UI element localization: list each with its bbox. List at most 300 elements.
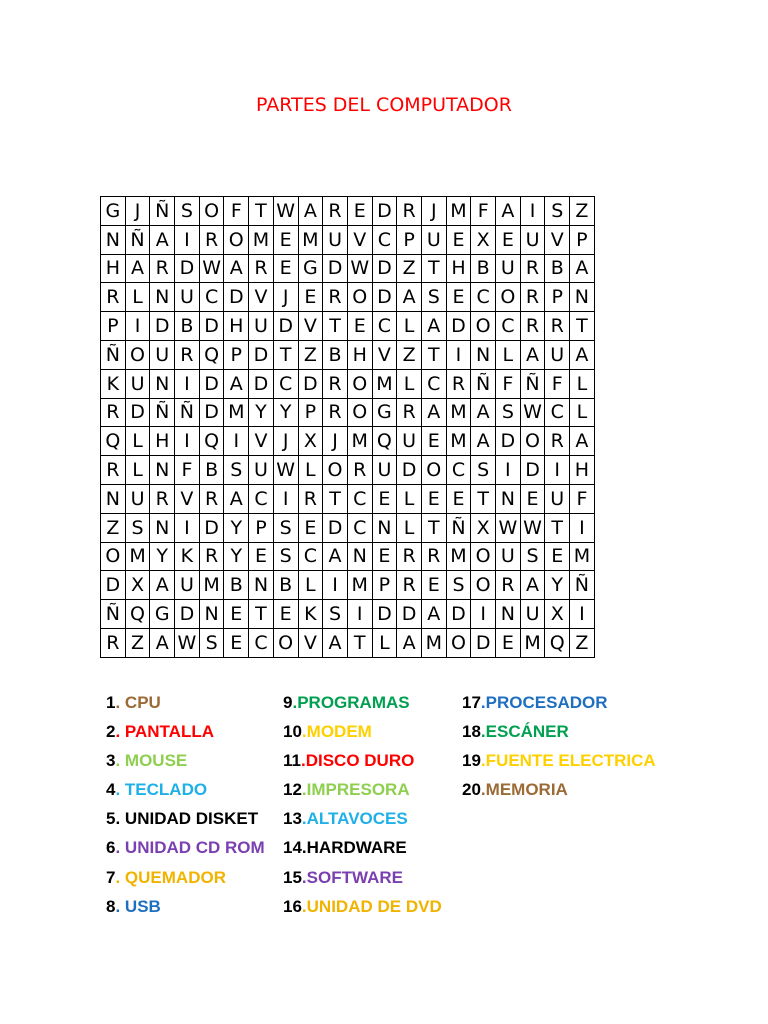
grid-cell: B bbox=[471, 254, 496, 283]
grid-cell: L bbox=[570, 369, 595, 398]
item-number: 12 bbox=[283, 780, 302, 800]
grid-cell: Q bbox=[101, 427, 126, 456]
grid-row bbox=[101, 484, 595, 513]
grid-cell: D bbox=[273, 312, 298, 341]
grid-cell: I bbox=[125, 312, 150, 341]
item-word: UNIDAD DE DVD bbox=[306, 896, 442, 916]
grid-cell: M bbox=[372, 369, 397, 398]
grid-cell: N bbox=[347, 542, 372, 571]
item-separator: . bbox=[115, 751, 125, 771]
grid-cell: E bbox=[273, 225, 298, 254]
grid-cell: M bbox=[199, 571, 224, 600]
word-list-item bbox=[283, 892, 442, 921]
grid-cell: Q bbox=[372, 427, 397, 456]
grid-cell: Ñ bbox=[125, 225, 150, 254]
grid-cell: Ñ bbox=[471, 369, 496, 398]
grid-cell: I bbox=[175, 513, 200, 542]
grid-cell: I bbox=[446, 340, 471, 369]
grid-cell: U bbox=[175, 571, 200, 600]
grid-cell: G bbox=[298, 254, 323, 283]
grid-cell: R bbox=[520, 254, 545, 283]
item-word: CPU bbox=[124, 693, 161, 712]
item-separator: . bbox=[115, 780, 125, 800]
grid-cell: D bbox=[471, 628, 496, 657]
grid-cell: U bbox=[496, 542, 521, 571]
grid-cell: V bbox=[298, 628, 323, 657]
item-number: 16 bbox=[283, 896, 302, 916]
grid-cell: R bbox=[323, 369, 348, 398]
item-separator: . bbox=[115, 838, 125, 858]
grid-cell: E bbox=[224, 600, 249, 629]
item-number: 13 bbox=[283, 809, 302, 829]
grid-cell: D bbox=[397, 456, 422, 485]
grid-cell: O bbox=[446, 628, 471, 657]
grid-cell: E bbox=[496, 225, 521, 254]
grid-cell: I bbox=[323, 571, 348, 600]
grid-cell: P bbox=[298, 398, 323, 427]
grid-cell: S bbox=[224, 456, 249, 485]
grid-cell: D bbox=[323, 254, 348, 283]
item-number: 18 bbox=[462, 722, 481, 742]
grid-cell: S bbox=[125, 513, 150, 542]
item-number: 14 bbox=[283, 838, 302, 858]
grid-cell: A bbox=[421, 312, 446, 341]
grid-cell: O bbox=[347, 398, 372, 427]
item-word: DISCO DURO bbox=[305, 751, 415, 771]
item-word: ESCÁNER bbox=[485, 722, 569, 742]
grid-cell: I bbox=[520, 197, 545, 226]
grid-cell: M bbox=[520, 628, 545, 657]
item-word: PROCESADOR bbox=[485, 693, 608, 712]
grid-cell: A bbox=[421, 398, 446, 427]
grid-cell: W bbox=[273, 197, 298, 226]
grid-cell: S bbox=[273, 542, 298, 571]
grid-cell: T bbox=[273, 340, 298, 369]
item-separator: . bbox=[292, 693, 298, 712]
grid-row bbox=[101, 427, 595, 456]
grid-cell: Q bbox=[199, 340, 224, 369]
grid-cell: L bbox=[496, 340, 521, 369]
item-separator: . bbox=[115, 896, 125, 916]
grid-cell: I bbox=[273, 484, 298, 513]
grid-cell: R bbox=[101, 398, 126, 427]
grid-cell: E bbox=[298, 513, 323, 542]
item-number: 20 bbox=[462, 780, 481, 800]
grid-cell: T bbox=[323, 484, 348, 513]
item-number: 11 bbox=[283, 751, 301, 771]
grid-cell: C bbox=[545, 398, 570, 427]
grid-cell: O bbox=[125, 340, 150, 369]
grid-cell: R bbox=[101, 628, 126, 657]
grid-cell: S bbox=[323, 600, 348, 629]
grid-cell: O bbox=[471, 571, 496, 600]
grid-cell: W bbox=[199, 254, 224, 283]
grid-cell: R bbox=[150, 484, 175, 513]
grid-cell: R bbox=[199, 484, 224, 513]
grid-cell: D bbox=[372, 600, 397, 629]
grid-cell: S bbox=[421, 283, 446, 312]
grid-cell: H bbox=[347, 340, 372, 369]
grid-cell: D bbox=[520, 456, 545, 485]
grid-cell: P bbox=[397, 225, 422, 254]
grid-cell: R bbox=[249, 254, 274, 283]
grid-cell: W bbox=[273, 456, 298, 485]
item-number: 15 bbox=[283, 867, 302, 887]
item-word: MOUSE bbox=[124, 751, 188, 771]
grid-cell: P bbox=[224, 340, 249, 369]
grid-cell: V bbox=[298, 312, 323, 341]
grid-cell: U bbox=[323, 225, 348, 254]
item-word: PANTALLA bbox=[124, 722, 214, 742]
word-list-item bbox=[106, 746, 265, 775]
grid-cell: M bbox=[347, 571, 372, 600]
grid-cell: F bbox=[570, 484, 595, 513]
grid-cell: P bbox=[372, 571, 397, 600]
grid-cell: V bbox=[175, 484, 200, 513]
item-separator: . bbox=[115, 867, 125, 887]
grid-cell: B bbox=[273, 571, 298, 600]
word-list-item bbox=[283, 775, 442, 804]
grid-cell: W bbox=[496, 513, 521, 542]
grid-cell: N bbox=[496, 484, 521, 513]
item-number: 19 bbox=[462, 751, 481, 771]
item-number: 8 bbox=[106, 896, 116, 916]
grid-cell: B bbox=[224, 571, 249, 600]
grid-cell: R bbox=[199, 542, 224, 571]
grid-row bbox=[101, 225, 595, 254]
grid-cell: O bbox=[421, 456, 446, 485]
grid-cell: D bbox=[372, 283, 397, 312]
grid-cell: A bbox=[150, 571, 175, 600]
grid-cell: I bbox=[224, 427, 249, 456]
item-separator: . bbox=[480, 722, 486, 742]
grid-cell: W bbox=[175, 628, 200, 657]
grid-cell: D bbox=[496, 427, 521, 456]
grid-cell: U bbox=[125, 484, 150, 513]
grid-cell: C bbox=[372, 225, 397, 254]
item-word: UNIDAD CD ROM bbox=[124, 838, 265, 858]
grid-cell: B bbox=[545, 254, 570, 283]
grid-cell: C bbox=[496, 312, 521, 341]
grid-cell: W bbox=[520, 398, 545, 427]
word-list-item bbox=[106, 833, 265, 862]
grid-cell: O bbox=[347, 283, 372, 312]
grid-cell: R bbox=[446, 369, 471, 398]
item-number: 17 bbox=[462, 693, 481, 712]
grid-cell: D bbox=[150, 312, 175, 341]
grid-cell: I bbox=[545, 456, 570, 485]
grid-cell: U bbox=[545, 340, 570, 369]
grid-cell: E bbox=[421, 484, 446, 513]
grid-cell: R bbox=[323, 197, 348, 226]
word-list-item bbox=[106, 804, 265, 833]
grid-cell: T bbox=[545, 513, 570, 542]
grid-cell: Z bbox=[397, 254, 422, 283]
grid-cell: T bbox=[249, 600, 274, 629]
item-word: HARDWARE bbox=[306, 838, 407, 858]
item-separator: . bbox=[301, 867, 307, 887]
grid-cell: Y bbox=[273, 398, 298, 427]
grid-cell: U bbox=[249, 456, 274, 485]
grid-cell: U bbox=[520, 225, 545, 254]
word-list-item bbox=[462, 717, 656, 746]
grid-cell: O bbox=[347, 369, 372, 398]
word-list-item bbox=[106, 892, 265, 921]
grid-cell: H bbox=[570, 456, 595, 485]
word-list-item bbox=[283, 833, 442, 862]
item-separator: . bbox=[301, 809, 307, 829]
grid-cell: R bbox=[150, 254, 175, 283]
grid-cell: D bbox=[249, 369, 274, 398]
grid-cell: X bbox=[545, 600, 570, 629]
grid-cell: E bbox=[347, 312, 372, 341]
grid-cell: P bbox=[545, 283, 570, 312]
grid-cell: R bbox=[298, 484, 323, 513]
grid-cell: I bbox=[347, 600, 372, 629]
grid-cell: D bbox=[199, 369, 224, 398]
grid-cell: N bbox=[496, 600, 521, 629]
item-number: 10 bbox=[283, 722, 302, 742]
grid-cell: N bbox=[471, 340, 496, 369]
grid-cell: T bbox=[471, 484, 496, 513]
grid-cell: E bbox=[496, 628, 521, 657]
grid-cell: Y bbox=[224, 542, 249, 571]
grid-cell: I bbox=[570, 600, 595, 629]
grid-cell: S bbox=[199, 628, 224, 657]
grid-cell: A bbox=[224, 369, 249, 398]
grid-cell: G bbox=[101, 197, 126, 226]
grid-cell: D bbox=[175, 600, 200, 629]
grid-cell: C bbox=[446, 456, 471, 485]
grid-cell: O bbox=[520, 427, 545, 456]
grid-cell: M bbox=[446, 197, 471, 226]
grid-cell: R bbox=[347, 456, 372, 485]
item-number: 7 bbox=[106, 867, 116, 887]
grid-cell: D bbox=[199, 398, 224, 427]
grid-cell: L bbox=[125, 283, 150, 312]
item-number: 6 bbox=[106, 838, 116, 858]
grid-cell: X bbox=[125, 571, 150, 600]
grid-cell: D bbox=[199, 513, 224, 542]
word-search-grid bbox=[100, 196, 595, 658]
grid-cell: Ñ bbox=[175, 398, 200, 427]
grid-cell: L bbox=[125, 456, 150, 485]
grid-cell: R bbox=[101, 283, 126, 312]
grid-cell: V bbox=[249, 427, 274, 456]
grid-cell: U bbox=[125, 369, 150, 398]
grid-cell: I bbox=[570, 513, 595, 542]
item-word: IMPRESORA bbox=[306, 780, 410, 800]
grid-cell: V bbox=[372, 340, 397, 369]
grid-cell: R bbox=[199, 225, 224, 254]
grid-cell: U bbox=[397, 427, 422, 456]
grid-cell: N bbox=[101, 484, 126, 513]
grid-cell: A bbox=[323, 628, 348, 657]
grid-cell: C bbox=[471, 283, 496, 312]
grid-cell: E bbox=[421, 571, 446, 600]
grid-cell: D bbox=[397, 600, 422, 629]
grid-row bbox=[101, 542, 595, 571]
grid-cell: E bbox=[273, 254, 298, 283]
grid-cell: C bbox=[347, 513, 372, 542]
grid-cell: C bbox=[249, 484, 274, 513]
grid-cell: G bbox=[372, 398, 397, 427]
grid-row bbox=[101, 369, 595, 398]
grid-cell: U bbox=[520, 600, 545, 629]
grid-cell: I bbox=[496, 456, 521, 485]
grid-cell: O bbox=[199, 197, 224, 226]
item-number: 9 bbox=[283, 693, 293, 712]
grid-cell: D bbox=[446, 600, 471, 629]
grid-cell: O bbox=[224, 225, 249, 254]
grid-cell: I bbox=[175, 427, 200, 456]
grid-row bbox=[101, 340, 595, 369]
grid-cell: K bbox=[175, 542, 200, 571]
grid-cell: Y bbox=[224, 513, 249, 542]
grid-cell: L bbox=[372, 628, 397, 657]
word-list-item bbox=[283, 717, 442, 746]
grid-cell: A bbox=[520, 340, 545, 369]
grid-cell: F bbox=[175, 456, 200, 485]
grid-cell: M bbox=[347, 427, 372, 456]
grid-cell: L bbox=[397, 513, 422, 542]
grid-cell: I bbox=[175, 369, 200, 398]
grid-cell: O bbox=[101, 542, 126, 571]
grid-cell: A bbox=[421, 600, 446, 629]
grid-cell: L bbox=[397, 369, 422, 398]
item-number: 1 bbox=[106, 693, 116, 712]
item-separator: . bbox=[115, 693, 125, 712]
word-list-column-2 bbox=[283, 688, 442, 921]
item-separator: . bbox=[301, 780, 307, 800]
grid-cell: A bbox=[397, 283, 422, 312]
grid-cell: M bbox=[570, 542, 595, 571]
item-word: TECLADO bbox=[124, 780, 208, 800]
grid-cell: A bbox=[570, 254, 595, 283]
grid-cell: M bbox=[446, 427, 471, 456]
grid-cell: N bbox=[101, 225, 126, 254]
grid-cell: X bbox=[471, 513, 496, 542]
grid-cell: H bbox=[101, 254, 126, 283]
grid-cell: A bbox=[397, 628, 422, 657]
item-number: 2 bbox=[106, 722, 116, 742]
grid-cell: P bbox=[570, 225, 595, 254]
item-word: USB bbox=[124, 896, 161, 916]
grid-cell: Ñ bbox=[520, 369, 545, 398]
word-list-item bbox=[462, 688, 656, 717]
grid-cell: A bbox=[570, 427, 595, 456]
grid-cell: R bbox=[397, 398, 422, 427]
grid-cell: R bbox=[101, 456, 126, 485]
grid-cell: S bbox=[496, 398, 521, 427]
grid-cell: E bbox=[520, 484, 545, 513]
grid-cell: M bbox=[421, 628, 446, 657]
grid-cell: O bbox=[273, 628, 298, 657]
grid-cell: M bbox=[224, 398, 249, 427]
grid-cell: L bbox=[397, 484, 422, 513]
grid-row bbox=[101, 283, 595, 312]
grid-cell: U bbox=[150, 340, 175, 369]
grid-cell: D bbox=[372, 197, 397, 226]
grid-cell: R bbox=[520, 312, 545, 341]
word-list-column-1 bbox=[106, 688, 265, 921]
grid-cell: R bbox=[545, 312, 570, 341]
item-word: FUENTE ELECTRICA bbox=[485, 751, 656, 771]
grid-cell: R bbox=[397, 542, 422, 571]
grid-cell: F bbox=[224, 197, 249, 226]
grid-row bbox=[101, 197, 595, 226]
grid-cell: Ñ bbox=[150, 398, 175, 427]
grid-row bbox=[101, 254, 595, 283]
grid-cell: A bbox=[471, 398, 496, 427]
grid-cell: L bbox=[397, 312, 422, 341]
grid-cell: M bbox=[125, 542, 150, 571]
word-list-item bbox=[106, 775, 265, 804]
grid-cell: D bbox=[372, 254, 397, 283]
grid-row bbox=[101, 398, 595, 427]
grid-cell: Q bbox=[545, 628, 570, 657]
grid-cell: A bbox=[496, 197, 521, 226]
grid-cell: A bbox=[323, 542, 348, 571]
grid-cell: Z bbox=[101, 513, 126, 542]
grid-cell: Y bbox=[545, 571, 570, 600]
grid-cell: X bbox=[471, 225, 496, 254]
item-word: QUEMADOR bbox=[124, 867, 226, 887]
grid-cell: W bbox=[520, 513, 545, 542]
grid-cell: E bbox=[446, 225, 471, 254]
grid-cell: U bbox=[545, 484, 570, 513]
grid-cell: H bbox=[446, 254, 471, 283]
grid-cell: N bbox=[150, 283, 175, 312]
grid-cell: Y bbox=[150, 542, 175, 571]
grid-cell: U bbox=[421, 225, 446, 254]
grid-cell: L bbox=[298, 571, 323, 600]
grid-cell: E bbox=[446, 484, 471, 513]
grid-cell: B bbox=[323, 340, 348, 369]
item-word: SOFTWARE bbox=[306, 867, 403, 887]
item-separator: . bbox=[480, 780, 486, 800]
grid-cell: A bbox=[298, 197, 323, 226]
grid-cell: T bbox=[347, 628, 372, 657]
grid-cell: F bbox=[496, 369, 521, 398]
word-list-column-3 bbox=[462, 688, 656, 804]
item-word: ALTAVOCES bbox=[306, 809, 408, 829]
grid-cell: P bbox=[101, 312, 126, 341]
grid-cell: J bbox=[323, 427, 348, 456]
grid-cell: L bbox=[298, 456, 323, 485]
grid-cell: D bbox=[249, 340, 274, 369]
grid-cell: E bbox=[446, 283, 471, 312]
grid-cell: E bbox=[372, 484, 397, 513]
item-separator: . bbox=[301, 896, 307, 916]
grid-cell: E bbox=[372, 542, 397, 571]
grid-row bbox=[101, 600, 595, 629]
grid-cell: E bbox=[224, 628, 249, 657]
grid-cell: O bbox=[471, 312, 496, 341]
grid-cell: Ñ bbox=[101, 600, 126, 629]
grid-cell: R bbox=[545, 427, 570, 456]
item-separator: . bbox=[115, 809, 125, 829]
grid-cell: V bbox=[545, 225, 570, 254]
grid-cell: S bbox=[471, 456, 496, 485]
item-separator: . bbox=[115, 722, 125, 742]
item-number: 3 bbox=[106, 751, 116, 771]
grid-cell: L bbox=[570, 398, 595, 427]
grid-cell: Ñ bbox=[150, 197, 175, 226]
grid-cell: O bbox=[496, 283, 521, 312]
grid-cell: B bbox=[175, 312, 200, 341]
grid-row bbox=[101, 312, 595, 341]
